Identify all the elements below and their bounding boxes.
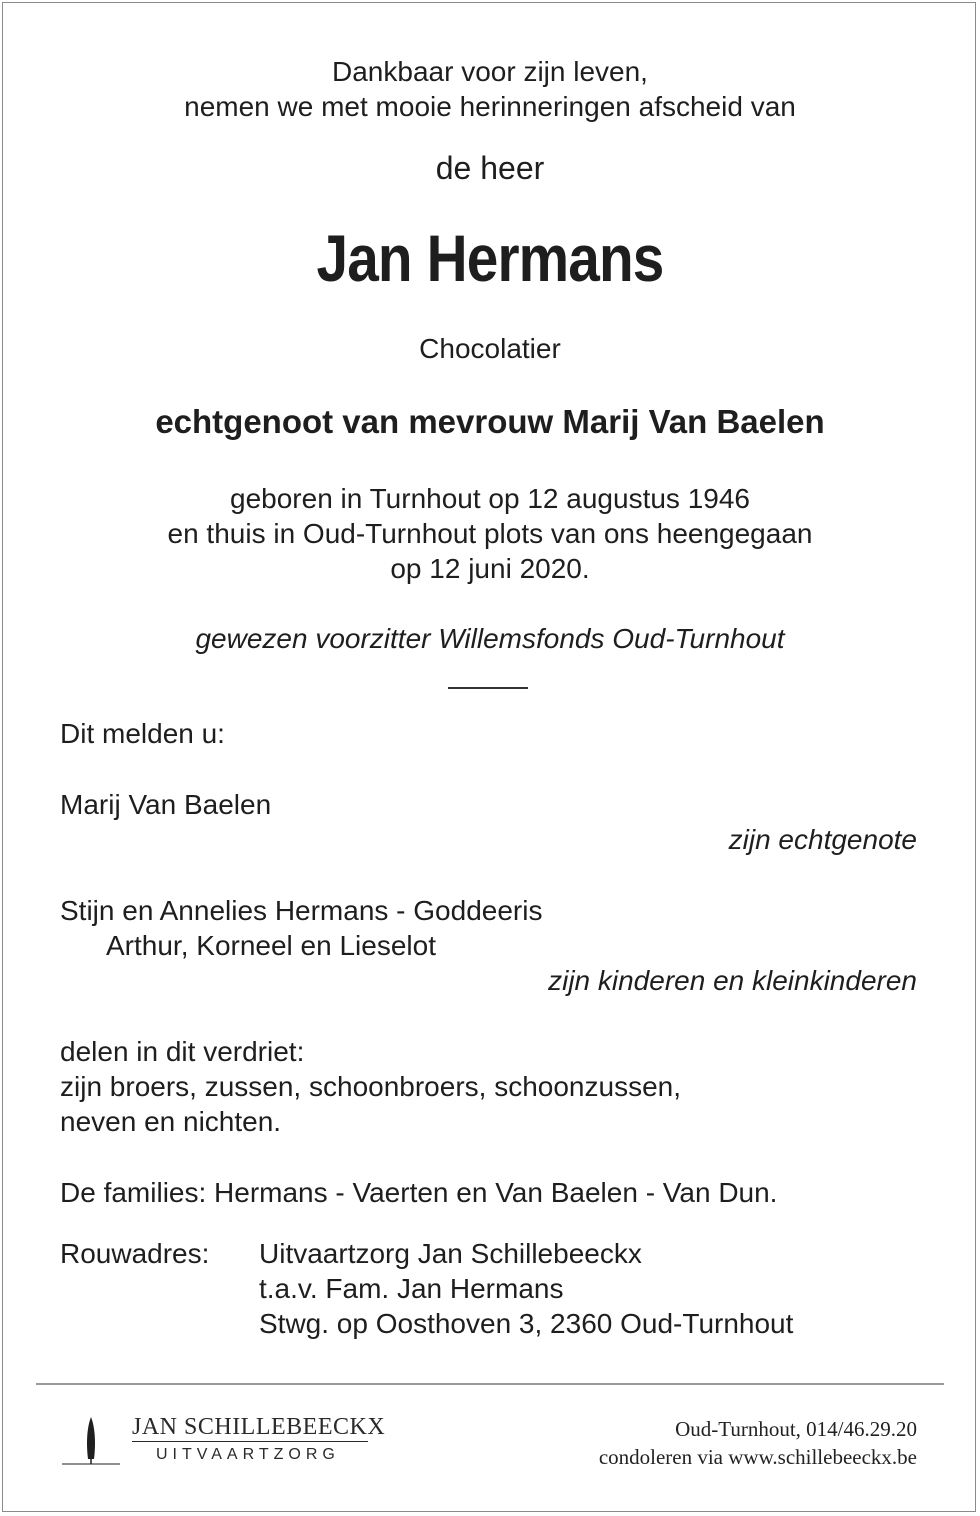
spouse-name: Marij Van Baelen: [60, 789, 272, 820]
intro-text: [0, 54, 980, 124]
footer-condolence: condoleren via www.schillebeeckx.be: [598, 1445, 917, 1469]
death-line: en thuis in Oud-Turnhout plots van ons heengegaan: [167, 518, 813, 549]
honorific: de heer: [435, 150, 545, 186]
share-grief-text: [60, 1034, 681, 1139]
intro-line-1: Dankbaar voor zijn leven,: [332, 56, 648, 87]
children-relation: zijn kinderen en kleinkinderen: [548, 965, 917, 996]
former-role: gewezen voorzitter Willemsfonds Oud-Turnhout: [195, 623, 785, 654]
announce-text: Dit melden u:: [60, 718, 225, 749]
occupation: Chocolatier: [419, 333, 561, 364]
logo-company-name: JAN SCHILLEBEECKX: [132, 1414, 386, 1440]
deceased-name: Jan Hermans: [316, 221, 664, 295]
address-line-2: t.a.v. Fam. Jan Hermans: [259, 1273, 564, 1304]
footer-contact: Oud-Turnhout, 014/46.29.20: [675, 1417, 917, 1441]
cypress-tree-icon: [62, 1415, 120, 1467]
footer-divider: [36, 1383, 944, 1385]
mourning-address: [259, 1236, 793, 1341]
logo-underline: [132, 1441, 368, 1442]
address-line-1: Uitvaartzorg Jan Schillebeeckx: [259, 1238, 642, 1269]
share-line-3: neven en nichten.: [60, 1106, 282, 1137]
birth-line: geboren in Turnhout op 12 augustus 1946: [230, 483, 750, 514]
life-dates: [0, 481, 980, 586]
intro-line-2: nemen we met mooie herinneringen afscheid van: [184, 91, 796, 122]
death-date-line: op 12 juni 2020.: [390, 553, 590, 584]
share-line-1: delen in dit verdriet:: [60, 1036, 305, 1067]
families-line: De families: Hermans - Vaerten en Van Baelen - Van Dun.: [60, 1177, 778, 1208]
spouse-line: echtgenoot van mevrouw Marij Van Baelen: [155, 403, 825, 440]
address-label: Rouwadres:: [60, 1238, 210, 1269]
address-line-3: Stwg. op Oosthoven 3, 2360 Oud-Turnhout: [259, 1308, 794, 1339]
share-line-2: zijn broers, zussen, schoonbroers, schoonzussen,: [60, 1071, 681, 1102]
spouse-relation: zijn echtgenote: [728, 824, 917, 855]
separator-line: [448, 687, 528, 689]
children-names: Stijn en Annelies Hermans - Goddeeris: [60, 895, 543, 926]
grandchildren-names: Arthur, Korneel en Lieselot: [106, 930, 436, 961]
logo-subtitle: UITVAARTZORG: [156, 1446, 340, 1463]
